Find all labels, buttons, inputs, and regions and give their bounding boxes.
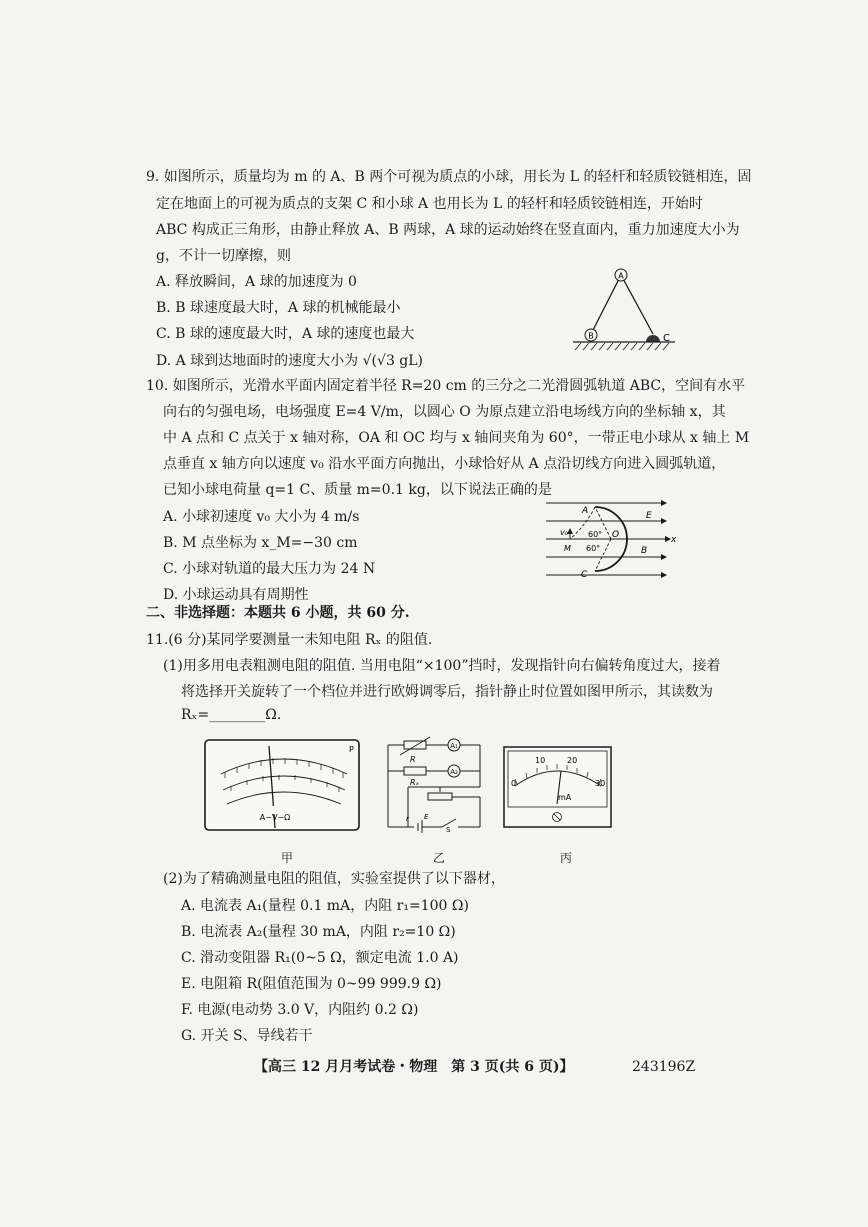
q9-label-a: A	[618, 271, 624, 281]
q9-option-d: D. A 球到达地面时的速度大小为 √(√3 gL)	[156, 353, 424, 369]
q10-label-O: O	[612, 530, 620, 540]
meter-bing-tick-30: 30	[595, 779, 606, 788]
paper-code: 243196Z	[632, 1059, 696, 1075]
caption-yi: 乙	[433, 851, 446, 865]
circuit-yi-figure	[378, 735, 488, 833]
meter-bing-tick-10: 10	[535, 756, 546, 765]
q10-label-E: E	[646, 511, 652, 521]
q10-stem-line-4: 点垂直 x 轴方向以速度 v₀ 沿水平面方向抛出，小球恰好从 A 点沿切线方向进入圆弧轨道，	[163, 456, 726, 472]
q11-part1-line-1: (1)用多用电表粗测电阻的阻值. 当用电阻“×100”挡时，发现指针向右偏转角度过大，接着	[163, 658, 721, 674]
section-2-heading: 二、非选择题：本题共 6 小题，共 60 分.	[146, 605, 410, 621]
q9-label-b: B	[588, 331, 594, 341]
q10-stem-line-2: 向右的匀强电场，电场强度 E=4 V/m，以圆心 O 为原点建立沿电场线方向的坐标轴 x，其	[163, 404, 726, 420]
meter-jia-p: P	[349, 745, 354, 754]
q9-option-b: B. B 球速度最大时，A 球的机械能最小	[156, 300, 401, 316]
q11-part1-line-3: Rₓ=________Ω.	[181, 707, 282, 723]
q10-label-A: A	[582, 506, 589, 516]
q11-part1-line-2: 将选择开关旋转了一个档位并进行欧姆调零后，指针静止时位置如图甲所示，其读数为	[181, 684, 713, 700]
q10-label-B: B	[641, 546, 648, 556]
q9-option-c: C. B 球的速度最大时，A 球的速度也最大	[156, 326, 415, 342]
q10-stem-line-1: 10. 如图所示，光滑水平面内固定着半径 R=20 cm 的三分之二光滑圆弧轨道 ABC，空间有水平	[146, 378, 746, 394]
circuit-label-E: E	[424, 813, 429, 821]
q9-stem-line-3: ABC 构成正三角形，由静止释放 A、B 两球，A 球的运动始终在竖直面内，重力加速度大小为	[156, 222, 740, 238]
meter-jia-figure	[203, 738, 363, 833]
q10-label-x: x	[671, 535, 677, 545]
q10-option-c: C. 小球对轨道的最大压力为 24 N	[163, 561, 376, 577]
meter-bing-tick-0: 0	[511, 779, 517, 788]
material-g: G. 开关 S、导线若干	[181, 1028, 313, 1044]
q10-label-angle-bottom: 60°	[586, 544, 601, 553]
q10-field-figure	[540, 495, 680, 590]
material-b: B. 电流表 A₂(量程 30 mA，内阻 r₂=10 Ω)	[181, 924, 456, 940]
q10-label-M: M	[564, 544, 571, 553]
meter-bing-figure	[503, 746, 613, 828]
q10-label-v0: v₀	[560, 528, 568, 537]
q10-label-C: C	[581, 570, 588, 580]
caption-jia: 甲	[281, 851, 294, 865]
q10-stem-line-3: 中 A 点和 C 点关于 x 轴对称，OA 和 OC 均与 x 轴间夹角为 60°，一带正电小球从 x 轴上 M	[163, 430, 750, 446]
q10-stem-line-5: 已知小球电荷量 q=1 C、质量 m=0.1 kg，以下说法正确的是	[163, 482, 552, 498]
material-a: A. 电流表 A₁(量程 0.1 mA，内阻 r₁=100 Ω)	[181, 898, 469, 914]
circuit-label-S: S	[446, 826, 451, 833]
q9-label-c: C	[663, 333, 670, 344]
material-f: F. 电源(电动势 3.0 V，内阻约 0.2 Ω)	[181, 1002, 419, 1018]
material-e: E. 电阻箱 R(阻值范围为 0~99 999.9 Ω)	[181, 976, 442, 992]
q10-option-b: B. M 点坐标为 x_M=−30 cm	[163, 535, 358, 551]
q9-triangle-figure	[565, 262, 680, 354]
q9-stem-line-4: g，不计一切摩擦，则	[156, 248, 291, 264]
q9-stem-line-1: 9. 如图所示，质量均为 m 的 A、B 两个可视为质点的小球，用长为 L 的轻杆和轻质铰链相连，固	[146, 169, 752, 185]
circuit-label-Rx: Rₓ	[410, 778, 420, 787]
q10-option-d: D. 小球运动具有周期性	[163, 587, 309, 603]
q10-option-a: A. 小球初速度 v₀ 大小为 4 m/s	[163, 509, 360, 525]
meter-bing-tick-20: 20	[567, 756, 578, 765]
meter-bing-unit: mA	[558, 793, 572, 802]
caption-bing: 丙	[560, 851, 573, 865]
circuit-label-A1: A₁	[450, 742, 458, 750]
q9-option-a: A. 释放瞬间，A 球的加速度为 0	[156, 274, 357, 290]
q9-stem-line-2: 定在地面上的可视为质点的支架 C 和小球 A 也用长为 L 的轻杆和轻质铰链相连，开始时	[156, 196, 703, 212]
meter-jia-label: A−V−Ω	[259, 813, 291, 822]
q11-title: 11.(6 分)某同学要测量一未知电阻 Rₓ 的阻值.	[146, 632, 433, 648]
circuit-label-A2: A₂	[450, 768, 458, 776]
circuit-label-r: r	[406, 815, 409, 823]
material-c: C. 滑动变阻器 R₁(0~5 Ω，额定电流 1.0 A)	[181, 950, 459, 966]
circuit-label-R: R	[410, 755, 416, 764]
q11-part2: (2)为了精确测量电阻的阻值，实验室提供了以下器材，	[163, 871, 505, 887]
q10-label-angle-top: 60°	[588, 530, 603, 539]
page-footer: 【高三 12 月月考试卷・物理 第 3 页(共 6 页)】	[254, 1059, 574, 1075]
